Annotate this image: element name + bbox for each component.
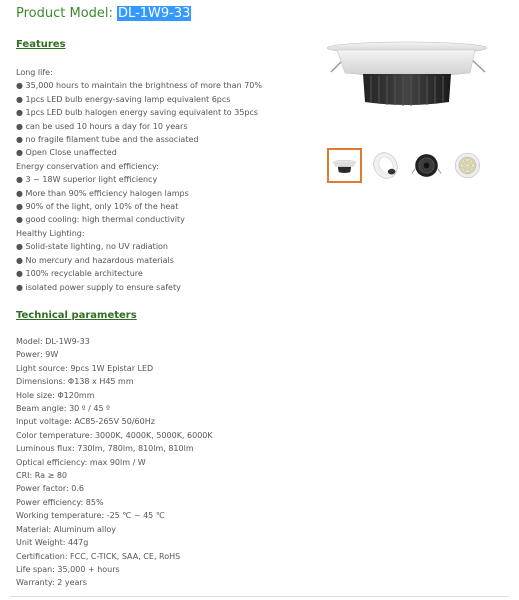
product-model-title [16, 6, 191, 21]
technical-parameter-line: Certification: FCC, C-TICK, SAA, CE, RoHS [16, 551, 181, 561]
downlight-front-thumbnail [451, 149, 484, 182]
feature-line: ● 1pcs LED bulb halogen energy saving equivalent to 35pcs [16, 108, 259, 118]
technical-parameter-line: Beam angle: 30 º / 45 º [16, 404, 110, 414]
feature-line: ● Open Close unaffected [16, 148, 117, 158]
feature-line: ● More than 90% efficiency halogen lamps [16, 188, 189, 198]
downlight-side-thumbnail [329, 150, 360, 181]
technical-parameter-line: Luminous flux: 730lm, 780lm, 810lm, 810lm [16, 444, 194, 454]
feature-line: ● Solid-state lighting, no UV radiation [16, 242, 168, 252]
technical-parameter-line: Optical efficiency: max 90lm / W [16, 457, 146, 467]
product-model-label: Product Model: [16, 6, 113, 21]
feature-line: ● good cooling: high thermal conductivity [16, 215, 185, 225]
thumbnail-side-view[interactable] [327, 148, 362, 183]
features-heading: Features [16, 39, 66, 50]
feature-line: Healthy Lighting: [16, 228, 85, 238]
technical-parameter-line: Dimensions: Φ138 x H45 mm [16, 377, 134, 387]
technical-parameter-line: Color temperature: 3000K, 4000K, 5000K, 6000K [16, 430, 213, 440]
technical-parameter-line: Hole size: Φ120mm [16, 390, 95, 400]
product-main-image[interactable] [325, 38, 490, 110]
feature-line: ● 35,000 hours to maintain the brightness of more than 70% [16, 81, 262, 91]
technical-parameter-line: Model: DL-1W9-33 [16, 337, 90, 346]
technical-parameter-line: Unit Weight: 447g [16, 538, 89, 548]
technical-parameters-heading: Technical parameters [16, 310, 137, 321]
feature-line: Long life: [16, 68, 53, 77]
downlight-angled-thumbnail [369, 149, 402, 182]
feature-line: ● 90% of the light, only 10% of the heat [16, 202, 179, 212]
technical-parameter-line: Warranty: 2 years [16, 578, 87, 588]
feature-line: ● can be used 10 hours a day for 10 years [16, 121, 188, 131]
bottom-divider [10, 596, 509, 597]
technical-parameter-line: Power: 9W [16, 350, 59, 360]
feature-line: ● 1pcs LED bulb energy-saving lamp equivalent 6pcs [16, 94, 231, 104]
feature-line: ● 100% recyclable architecture [16, 269, 143, 279]
feature-line: ● 3 ~ 18W superior light efficiency [16, 175, 158, 185]
feature-line: ● No mercury and hazardous materials [16, 255, 174, 265]
technical-parameter-line: CRI: Ra ≥ 80 [16, 471, 67, 481]
technical-parameter-line: Life span: 35,000 + hours [16, 564, 120, 574]
technical-parameter-line: Power factor: 0.6 [16, 484, 84, 494]
downlight-illustration [325, 38, 490, 110]
downlight-back-thumbnail [410, 149, 443, 182]
product-thumbnail-strip [327, 148, 491, 183]
technical-parameter-line: Light source: 9pcs 1W Epistar LED [16, 363, 154, 373]
technical-parameter-line: Power efficiency: 85% [16, 497, 104, 507]
features-list [16, 66, 262, 294]
technical-parameter-line: Working temperature: -25 ℃ ~ 45 ℃ [16, 511, 165, 521]
thumbnail-back-view[interactable] [409, 148, 444, 183]
technical-parameter-line: Material: Aluminum alloy [16, 524, 116, 534]
feature-line: Energy conservation and efficiency: [16, 161, 159, 171]
feature-line: ● isolated power supply to ensure safety [16, 282, 181, 292]
thumbnail-angled-front-view[interactable] [368, 148, 403, 183]
technical-parameters-list [16, 335, 213, 590]
thumbnail-front-led-view[interactable] [450, 148, 485, 183]
technical-parameter-line: Input voltage: AC85-265V 50/60Hz [16, 417, 155, 427]
feature-line: ● no fragile filament tube and the associated [16, 135, 199, 145]
product-model-value[interactable]: DL-1W9-33 [118, 6, 191, 21]
